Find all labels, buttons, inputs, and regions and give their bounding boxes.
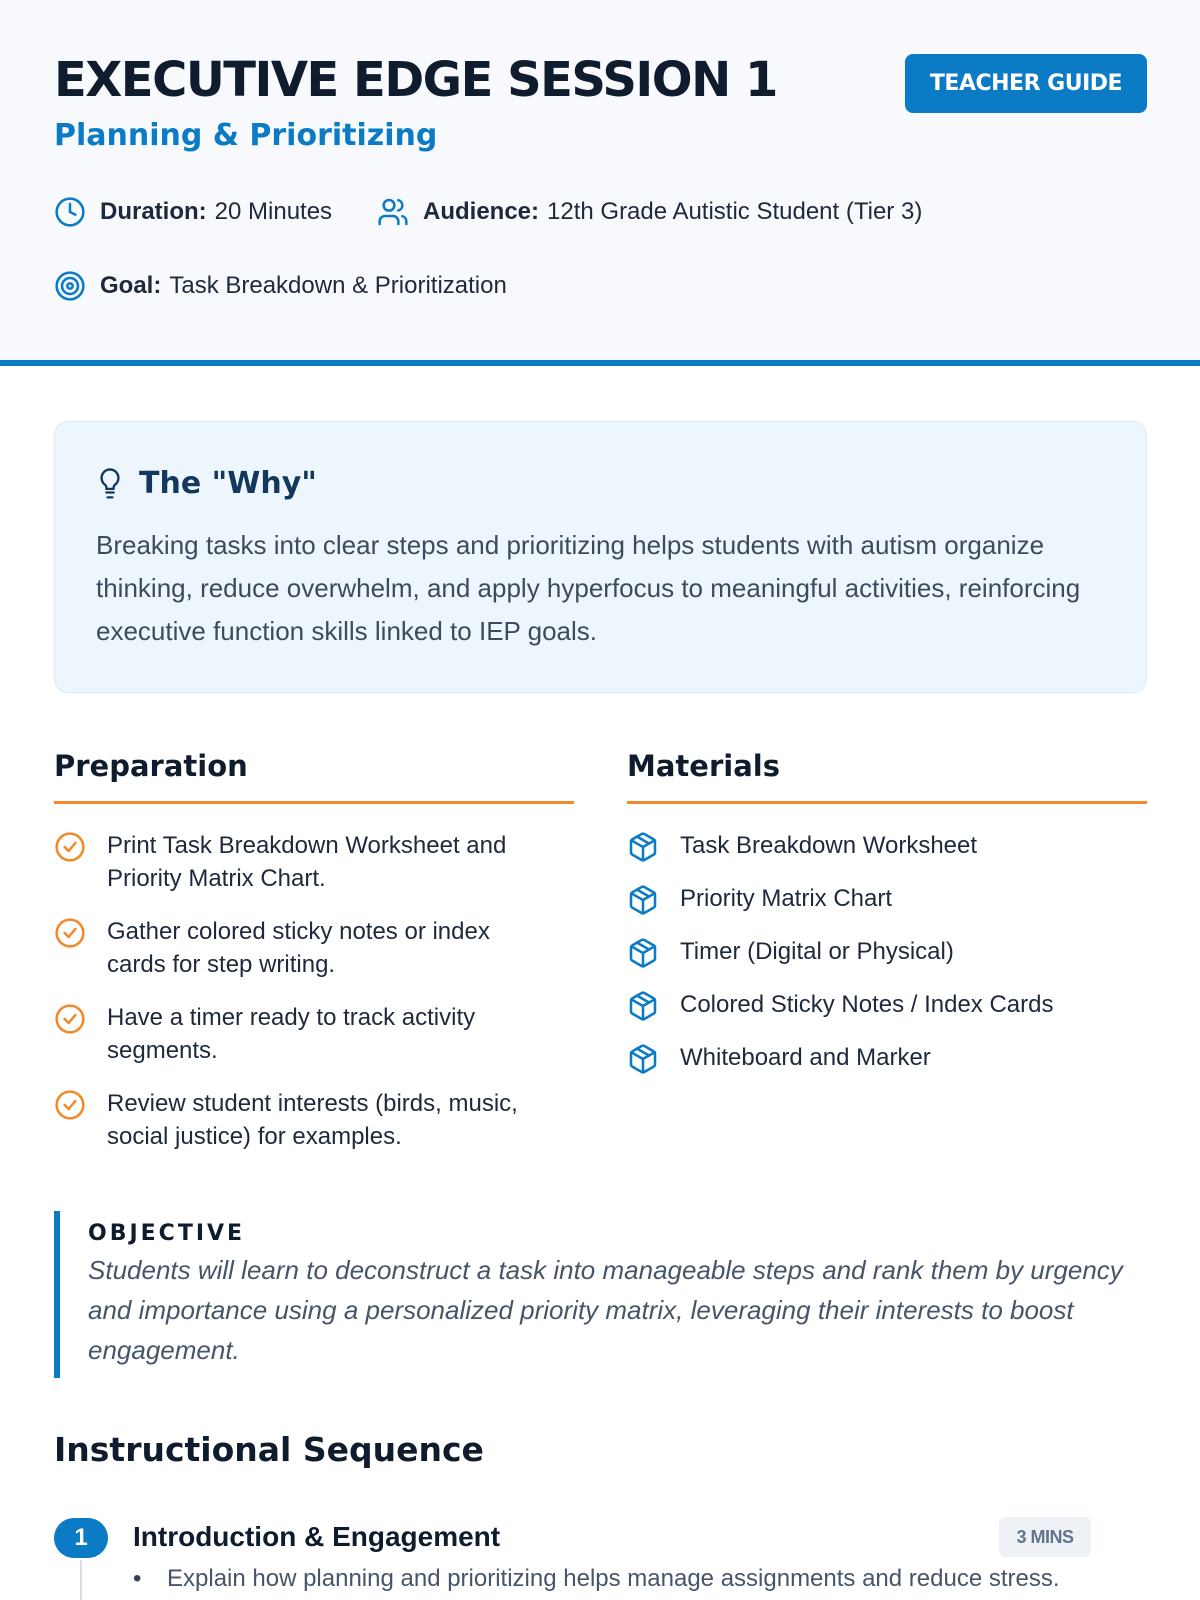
duration-meta — [54, 194, 332, 230]
check-circle-icon — [54, 1089, 86, 1121]
preparation-list — [54, 829, 554, 1173]
why-title: The "Why" — [139, 466, 317, 501]
list-item-text: Gather colored sticky notes or index cards for step writing. — [107, 918, 490, 978]
materials-heading: Materials — [627, 749, 1147, 804]
step-connector-line — [80, 1560, 82, 1600]
preparation-heading: Preparation — [54, 749, 574, 804]
list-item — [627, 829, 1147, 862]
check-circle-icon — [54, 1003, 86, 1035]
box-icon — [627, 937, 659, 969]
list-item — [54, 1001, 554, 1067]
list-item — [627, 882, 1147, 915]
step-bullet-text: Explain how planning and prioritizing helps manage assignments and reduce stress. — [167, 1565, 1060, 1592]
objective-text: Students will learn to deconstruct a task into manageable steps and rank them by urgency and importance using a personalized priority matrix, leveraging their interests to boost engagement. — [88, 1255, 1123, 1365]
page-subtitle: Planning & Prioritizing — [54, 118, 438, 153]
check-circle-icon — [54, 917, 86, 949]
list-item-text: Print Task Breakdown Worksheet and Priority Matrix Chart. — [107, 832, 507, 892]
duration-label: Duration: — [100, 198, 207, 225]
box-icon — [627, 1043, 659, 1075]
why-heading — [95, 466, 317, 501]
materials-list — [627, 829, 1147, 1094]
list-item-text: Colored Sticky Notes / Index Cards — [680, 991, 1054, 1018]
objective-block — [54, 1211, 1147, 1378]
why-callout — [54, 421, 1147, 693]
list-item-text: Task Breakdown Worksheet — [680, 832, 978, 859]
list-item-text: Timer (Digital or Physical) — [680, 938, 954, 965]
audience-value: 12th Grade Autistic Student (Tier 3) — [547, 198, 923, 225]
box-icon — [627, 884, 659, 916]
page-title: EXECUTIVE EDGE SESSION 1 — [54, 52, 777, 108]
list-item-text: Priority Matrix Chart — [680, 885, 893, 912]
users-icon — [377, 196, 409, 228]
list-item — [627, 1041, 1147, 1074]
page-header — [0, 0, 1200, 366]
target-icon — [54, 270, 86, 302]
lightbulb-icon — [95, 467, 125, 501]
sequence-title: Instructional Sequence — [54, 1430, 484, 1469]
step-number-badge: 1 — [54, 1518, 108, 1558]
step-duration-badge: 3 MINS — [999, 1517, 1091, 1557]
list-item — [54, 1087, 554, 1153]
list-item-text: Have a timer ready to track activity segments. — [107, 1004, 476, 1064]
list-item — [54, 915, 554, 981]
why-text: Breaking tasks into clear steps and prioritizing helps students with autism organize thinking, reduce overwhelm, and apply hyperfocus to meaningful activities, reinforcing executive function skills linked to IEP goals. — [96, 530, 1081, 646]
audience-meta — [377, 194, 922, 230]
box-icon — [627, 831, 659, 863]
duration-value: 20 Minutes — [214, 198, 333, 225]
list-item — [627, 935, 1147, 968]
list-item — [627, 988, 1147, 1021]
list-item-text: Whiteboard and Marker — [680, 1044, 931, 1071]
step-bullet-item — [133, 1565, 1060, 1593]
list-item — [54, 829, 554, 895]
step-title: Introduction & Engagement — [133, 1521, 501, 1552]
goal-label: Goal: — [100, 272, 162, 299]
box-icon — [627, 990, 659, 1022]
goal-meta — [54, 268, 507, 304]
teacher-guide-button[interactable]: TEACHER GUIDE — [905, 54, 1147, 113]
objective-label: OBJECTIVE — [88, 1221, 246, 1246]
audience-label: Audience: — [423, 198, 540, 225]
list-item-text: Review student interests (birds, music, social justice) for examples. — [107, 1090, 518, 1150]
check-circle-icon — [54, 831, 86, 863]
goal-value: Task Breakdown & Prioritization — [169, 272, 507, 299]
clock-icon — [54, 196, 86, 228]
